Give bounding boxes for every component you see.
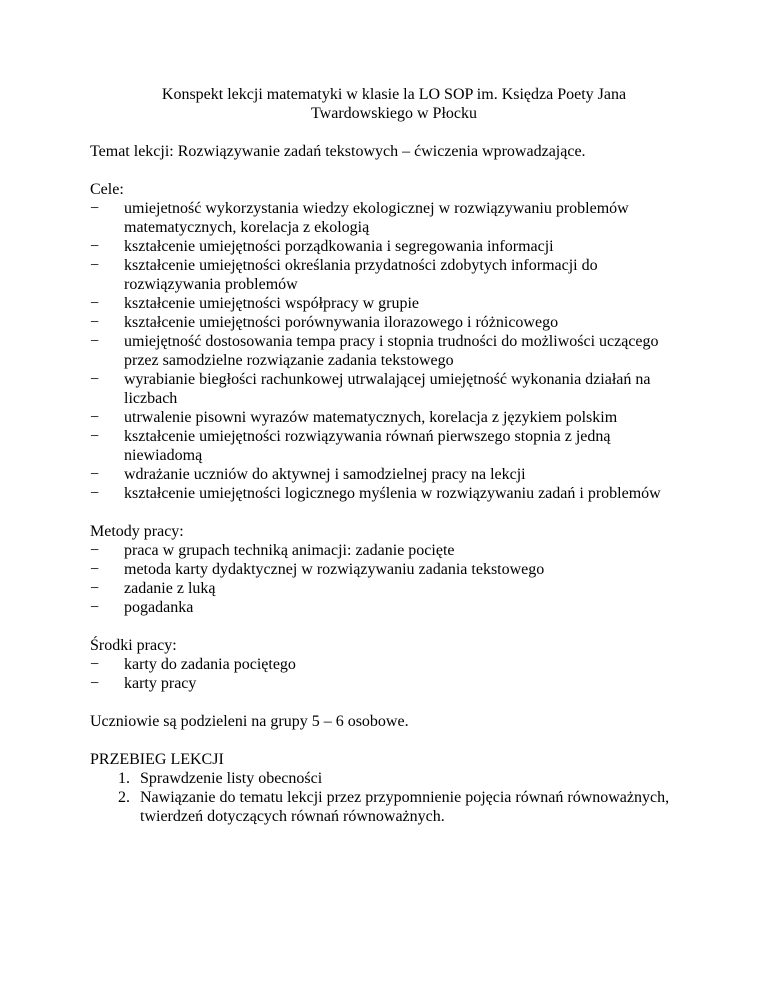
goals-section (90, 180, 690, 503)
document-page (90, 85, 690, 826)
dash-bullet: − (90, 314, 100, 331)
method-text: metoda karty dydaktycznej w rozwiązywaniu zadania tekstowego (124, 561, 545, 578)
method-item (90, 579, 690, 598)
step-number: 2. (118, 789, 130, 806)
dash-bullet: − (90, 485, 100, 502)
dash-bullet: − (90, 200, 100, 217)
method-text: zadanie z luką (124, 580, 216, 597)
goal-item (90, 294, 690, 313)
methods-heading: Metody pracy: (90, 523, 184, 540)
document-title (90, 85, 690, 123)
dash-bullet: − (90, 580, 100, 597)
dash-bullet: − (90, 428, 100, 445)
course-heading: PRZEBIEG LEKCJI (90, 751, 224, 768)
goals-heading: Cele: (90, 181, 124, 198)
method-text: praca w grupach techniką animacji: zadanie pocięte (124, 542, 455, 559)
method-item (90, 560, 690, 579)
resources-list (90, 655, 690, 693)
goal-text: wdrażanie uczniów do aktywnej i samodzielnej pracy na lekcji (124, 466, 526, 483)
goal-item (90, 199, 690, 237)
methods-list (90, 541, 690, 617)
course-section (90, 750, 690, 826)
method-item (90, 598, 690, 617)
resource-text: karty do zadania pociętego (124, 656, 296, 673)
dash-bullet: − (90, 599, 100, 616)
course-step (90, 788, 690, 826)
course-step (90, 769, 690, 788)
goal-item (90, 408, 690, 427)
resources-heading: Środki pracy: (90, 637, 177, 654)
dash-bullet: − (90, 466, 100, 483)
goal-item (90, 370, 690, 408)
resources-section (90, 636, 690, 693)
methods-section (90, 522, 690, 617)
resource-text: karty pracy (124, 675, 197, 692)
dash-bullet: − (90, 409, 100, 426)
goal-item (90, 427, 690, 465)
dash-bullet: − (90, 238, 100, 255)
resource-item (90, 655, 690, 674)
goal-item (90, 237, 690, 256)
goal-item (90, 332, 690, 370)
dash-bullet: − (90, 561, 100, 578)
goal-item (90, 313, 690, 332)
dash-bullet: − (90, 295, 100, 312)
title-line-2: Twardowskiego w Płocku (311, 105, 477, 122)
lesson-topic: Temat lekcji: Rozwiązywanie zadań tekstowych – ćwiczenia wprowadzające. (90, 143, 586, 160)
goal-text: kształcenie umiejętności porządkowania i segregowania informacji (124, 238, 554, 255)
goal-text: umiejętność dostosowania tempa pracy i stopnia trudności do możliwości uczącego przez samodzielne rozwiązanie zadania tekstowego (124, 333, 659, 369)
method-text: pogadanka (124, 599, 194, 616)
goal-text: utrwalenie pisowni wyrazów matematycznych, korelacja z językiem polskim (124, 409, 618, 426)
goal-text: kształcenie umiejętności rozwiązywania równań pierwszego stopnia z jedną niewiadomą (124, 428, 611, 464)
goal-item (90, 465, 690, 484)
method-item (90, 541, 690, 560)
groups-note: Uczniowie są podzieleni na grupy 5 – 6 osobowe. (90, 713, 409, 730)
goal-text: kształcenie umiejętności porównywania ilorazowego i różnicowego (124, 314, 559, 331)
title-line-1: Konspekt lekcji matematyki w klasie la LO SOP im. Księdza Poety Jana (161, 86, 627, 103)
dash-bullet: − (90, 333, 100, 350)
goal-text: umiejetność wykorzystania wiedzy ekologicznej w rozwiązywaniu problemów matematycznych, korelacja z ekologią (124, 200, 629, 236)
goals-list (90, 199, 690, 503)
goal-item (90, 256, 690, 294)
step-number: 1. (118, 770, 130, 787)
goal-text: kształcenie umiejętności logicznego myślenia w rozwiązywaniu zadań i problemów (124, 485, 661, 502)
goal-text: kształcenie umiejętności określania przydatności zdobytych informacji do rozwiązywania problemów (124, 257, 598, 293)
step-text: Nawiązanie do tematu lekcji przez przypomnienie pojęcia równań równoważnych, twierdzeń dotyczących równań równoważnych. (140, 789, 670, 825)
goal-item (90, 484, 690, 503)
course-steps (90, 769, 690, 826)
resource-item (90, 674, 690, 693)
goal-text: wyrabianie biegłości rachunkowej utrwalającej umiejętność wykonania działań na liczbach (124, 371, 651, 407)
dash-bullet: − (90, 656, 100, 673)
dash-bullet: − (90, 371, 100, 388)
step-text: Sprawdzenie listy obecności (140, 770, 323, 787)
dash-bullet: − (90, 542, 100, 559)
dash-bullet: − (90, 675, 100, 692)
dash-bullet: − (90, 257, 100, 274)
goal-text: kształcenie umiejętności współpracy w grupie (124, 295, 420, 312)
